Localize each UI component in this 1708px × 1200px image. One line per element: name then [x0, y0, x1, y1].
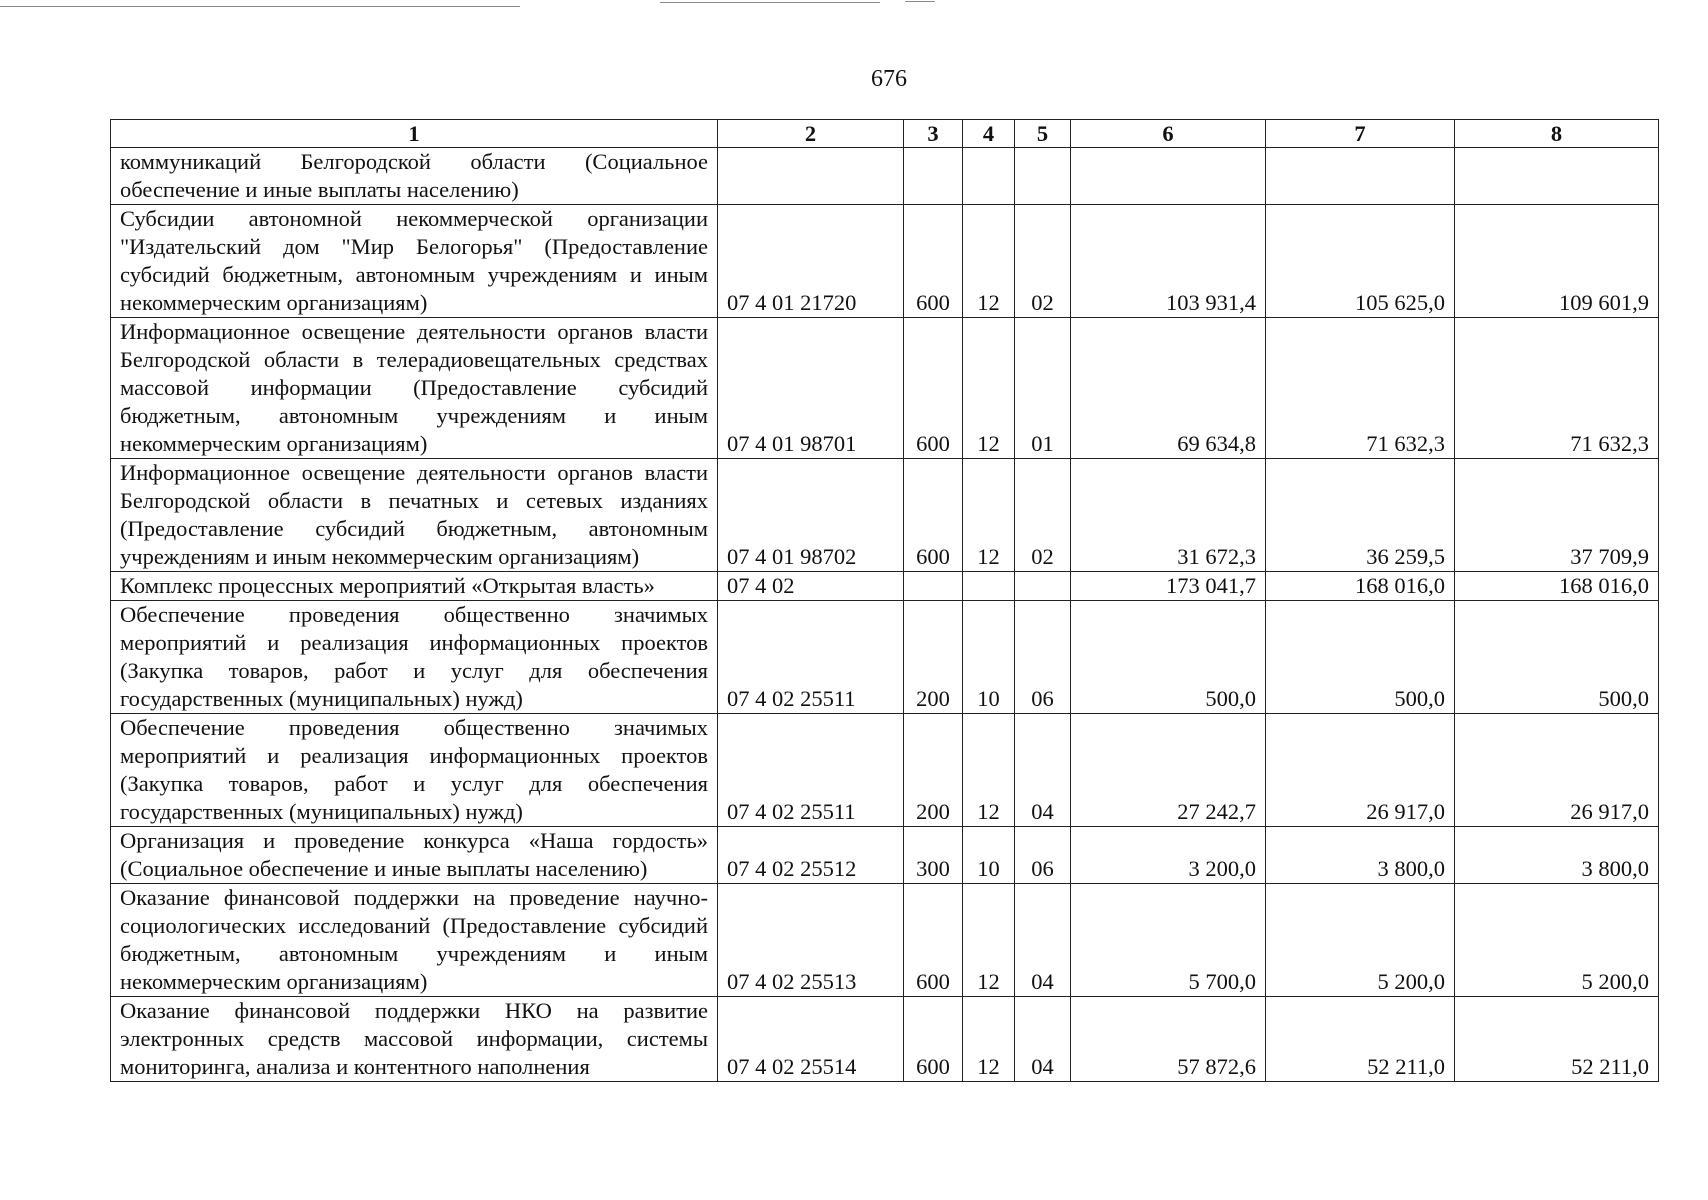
page-number: 676: [871, 66, 907, 92]
table-header-row: [111, 120, 1659, 148]
amount-col6: [1071, 148, 1266, 205]
expense-type-code: [904, 572, 963, 601]
table-row: [111, 601, 1659, 714]
subsection-code: 04: [1015, 997, 1071, 1082]
amount-col6: 69 634,8: [1071, 318, 1266, 459]
table-row: [111, 205, 1659, 318]
expense-type-code: 200: [904, 601, 963, 714]
section-code: 12: [963, 459, 1015, 572]
amount-col6: 5 700,0: [1071, 884, 1266, 997]
budget-table: [110, 119, 1659, 1082]
target-article-code: 07 4 01 98702: [718, 459, 904, 572]
expense-type-code: 600: [904, 318, 963, 459]
amount-col8: 52 211,0: [1455, 997, 1659, 1082]
amount-col6: 3 200,0: [1071, 827, 1266, 884]
subsection-code: 02: [1015, 205, 1071, 318]
scan-artifact-line: [660, 2, 880, 3]
target-article-code: 07 4 02 25511: [718, 714, 904, 827]
subsection-code: 02: [1015, 459, 1071, 572]
target-article-code: 07 4 02 25514: [718, 997, 904, 1082]
amount-col7: 3 800,0: [1266, 827, 1455, 884]
amount-col7: 26 917,0: [1266, 714, 1455, 827]
scan-artifact-line: [905, 1, 935, 2]
row-description: Оказание финансовой поддержки на проведение научно-социологических исследований (Предоставление субсидий бюджетным, автономным учреждениям и иным некоммерческим организациям): [111, 884, 718, 997]
expense-type-code: 300: [904, 827, 963, 884]
row-description: Информационное освещение деятельности органов власти Белгородской области в печатных и сетевых изданиях (Предоставление субсидий бюджетным, автономным учреждениям и иным некоммерческим организациям): [111, 459, 718, 572]
amount-col7: 52 211,0: [1266, 997, 1455, 1082]
target-article-code: 07 4 02 25512: [718, 827, 904, 884]
scan-artifact-line: [0, 6, 520, 7]
column-header: 2: [718, 120, 904, 148]
amount-col8: [1455, 148, 1659, 205]
table-row: [111, 714, 1659, 827]
table-row: [111, 884, 1659, 997]
amount-col6: 500,0: [1071, 601, 1266, 714]
section-code: 12: [963, 318, 1015, 459]
row-description: Обеспечение проведения общественно значимых мероприятий и реализация информационных проектов (Закупка товаров, работ и услуг для обеспечения государственных (муниципальных) нужд): [111, 601, 718, 714]
table-row: [111, 148, 1659, 205]
section-code: 12: [963, 714, 1015, 827]
subsection-code: 06: [1015, 601, 1071, 714]
row-description: Субсидии автономной некоммерческой организации "Издательский дом "Мир Белогорья" (Предоставление субсидий бюджетным, автономным учреждениям и иным некоммерческим организациям): [111, 205, 718, 318]
section-code: 12: [963, 997, 1015, 1082]
expense-type-code: 200: [904, 714, 963, 827]
amount-col7: 168 016,0: [1266, 572, 1455, 601]
table-row: [111, 997, 1659, 1082]
amount-col8: 3 800,0: [1455, 827, 1659, 884]
expense-type-code: 600: [904, 459, 963, 572]
column-header: 6: [1071, 120, 1266, 148]
row-description: Информационное освещение деятельности органов власти Белгородской области в телерадиовещательных средствах массовой информации (Предоставление субсидий бюджетным, автономным учреждениям и иным некоммерческим организациям): [111, 318, 718, 459]
target-article-code: 07 4 01 98701: [718, 318, 904, 459]
section-code: 12: [963, 884, 1015, 997]
amount-col8: 5 200,0: [1455, 884, 1659, 997]
subsection-code: 04: [1015, 714, 1071, 827]
section-code: [963, 148, 1015, 205]
amount-col7: 36 259,5: [1266, 459, 1455, 572]
subsection-code: 01: [1015, 318, 1071, 459]
subsection-code: 06: [1015, 827, 1071, 884]
row-description: Организация и проведение конкурса «Наша гордость» (Социальное обеспечение и иные выплаты населению): [111, 827, 718, 884]
expense-type-code: 600: [904, 997, 963, 1082]
table-row: [111, 827, 1659, 884]
section-code: 10: [963, 827, 1015, 884]
amount-col8: 71 632,3: [1455, 318, 1659, 459]
amount-col6: 27 242,7: [1071, 714, 1266, 827]
subsection-code: [1015, 572, 1071, 601]
subsection-code: 04: [1015, 884, 1071, 997]
table-row: [111, 572, 1659, 601]
table-row: [111, 459, 1659, 572]
target-article-code: [718, 148, 904, 205]
target-article-code: 07 4 02 25511: [718, 601, 904, 714]
amount-col8: 37 709,9: [1455, 459, 1659, 572]
amount-col7: [1266, 148, 1455, 205]
row-description: Обеспечение проведения общественно значимых мероприятий и реализация информационных проектов (Закупка товаров, работ и услуг для обеспечения государственных (муниципальных) нужд): [111, 714, 718, 827]
amount-col6: 57 872,6: [1071, 997, 1266, 1082]
table-row: [111, 318, 1659, 459]
column-header: 1: [111, 120, 718, 148]
section-code: 10: [963, 601, 1015, 714]
expense-type-code: 600: [904, 205, 963, 318]
subsection-code: [1015, 148, 1071, 205]
column-header: 3: [904, 120, 963, 148]
column-header: 5: [1015, 120, 1071, 148]
expense-type-code: 600: [904, 884, 963, 997]
amount-col6: 31 672,3: [1071, 459, 1266, 572]
amount-col7: 5 200,0: [1266, 884, 1455, 997]
amount-col8: 500,0: [1455, 601, 1659, 714]
amount-col6: 173 041,7: [1071, 572, 1266, 601]
amount-col7: 71 632,3: [1266, 318, 1455, 459]
amount-col7: 500,0: [1266, 601, 1455, 714]
column-header: 4: [963, 120, 1015, 148]
column-header: 7: [1266, 120, 1455, 148]
row-description: Комплекс процессных мероприятий «Открытая власть»: [111, 572, 718, 601]
amount-col8: 109 601,9: [1455, 205, 1659, 318]
amount-col6: 103 931,4: [1071, 205, 1266, 318]
row-description: коммуникаций Белгородской области (Социальное обеспечение и иные выплаты населению): [111, 148, 718, 205]
amount-col8: 168 016,0: [1455, 572, 1659, 601]
target-article-code: 07 4 01 21720: [718, 205, 904, 318]
target-article-code: 07 4 02 25513: [718, 884, 904, 997]
target-article-code: 07 4 02: [718, 572, 904, 601]
column-header: 8: [1455, 120, 1659, 148]
amount-col7: 105 625,0: [1266, 205, 1455, 318]
expense-type-code: [904, 148, 963, 205]
section-code: [963, 572, 1015, 601]
row-description: Оказание финансовой поддержки НКО на развитие электронных средств массовой информации, системы мониторинга, анализа и контентного наполнения: [111, 997, 718, 1082]
amount-col8: 26 917,0: [1455, 714, 1659, 827]
section-code: 12: [963, 205, 1015, 318]
